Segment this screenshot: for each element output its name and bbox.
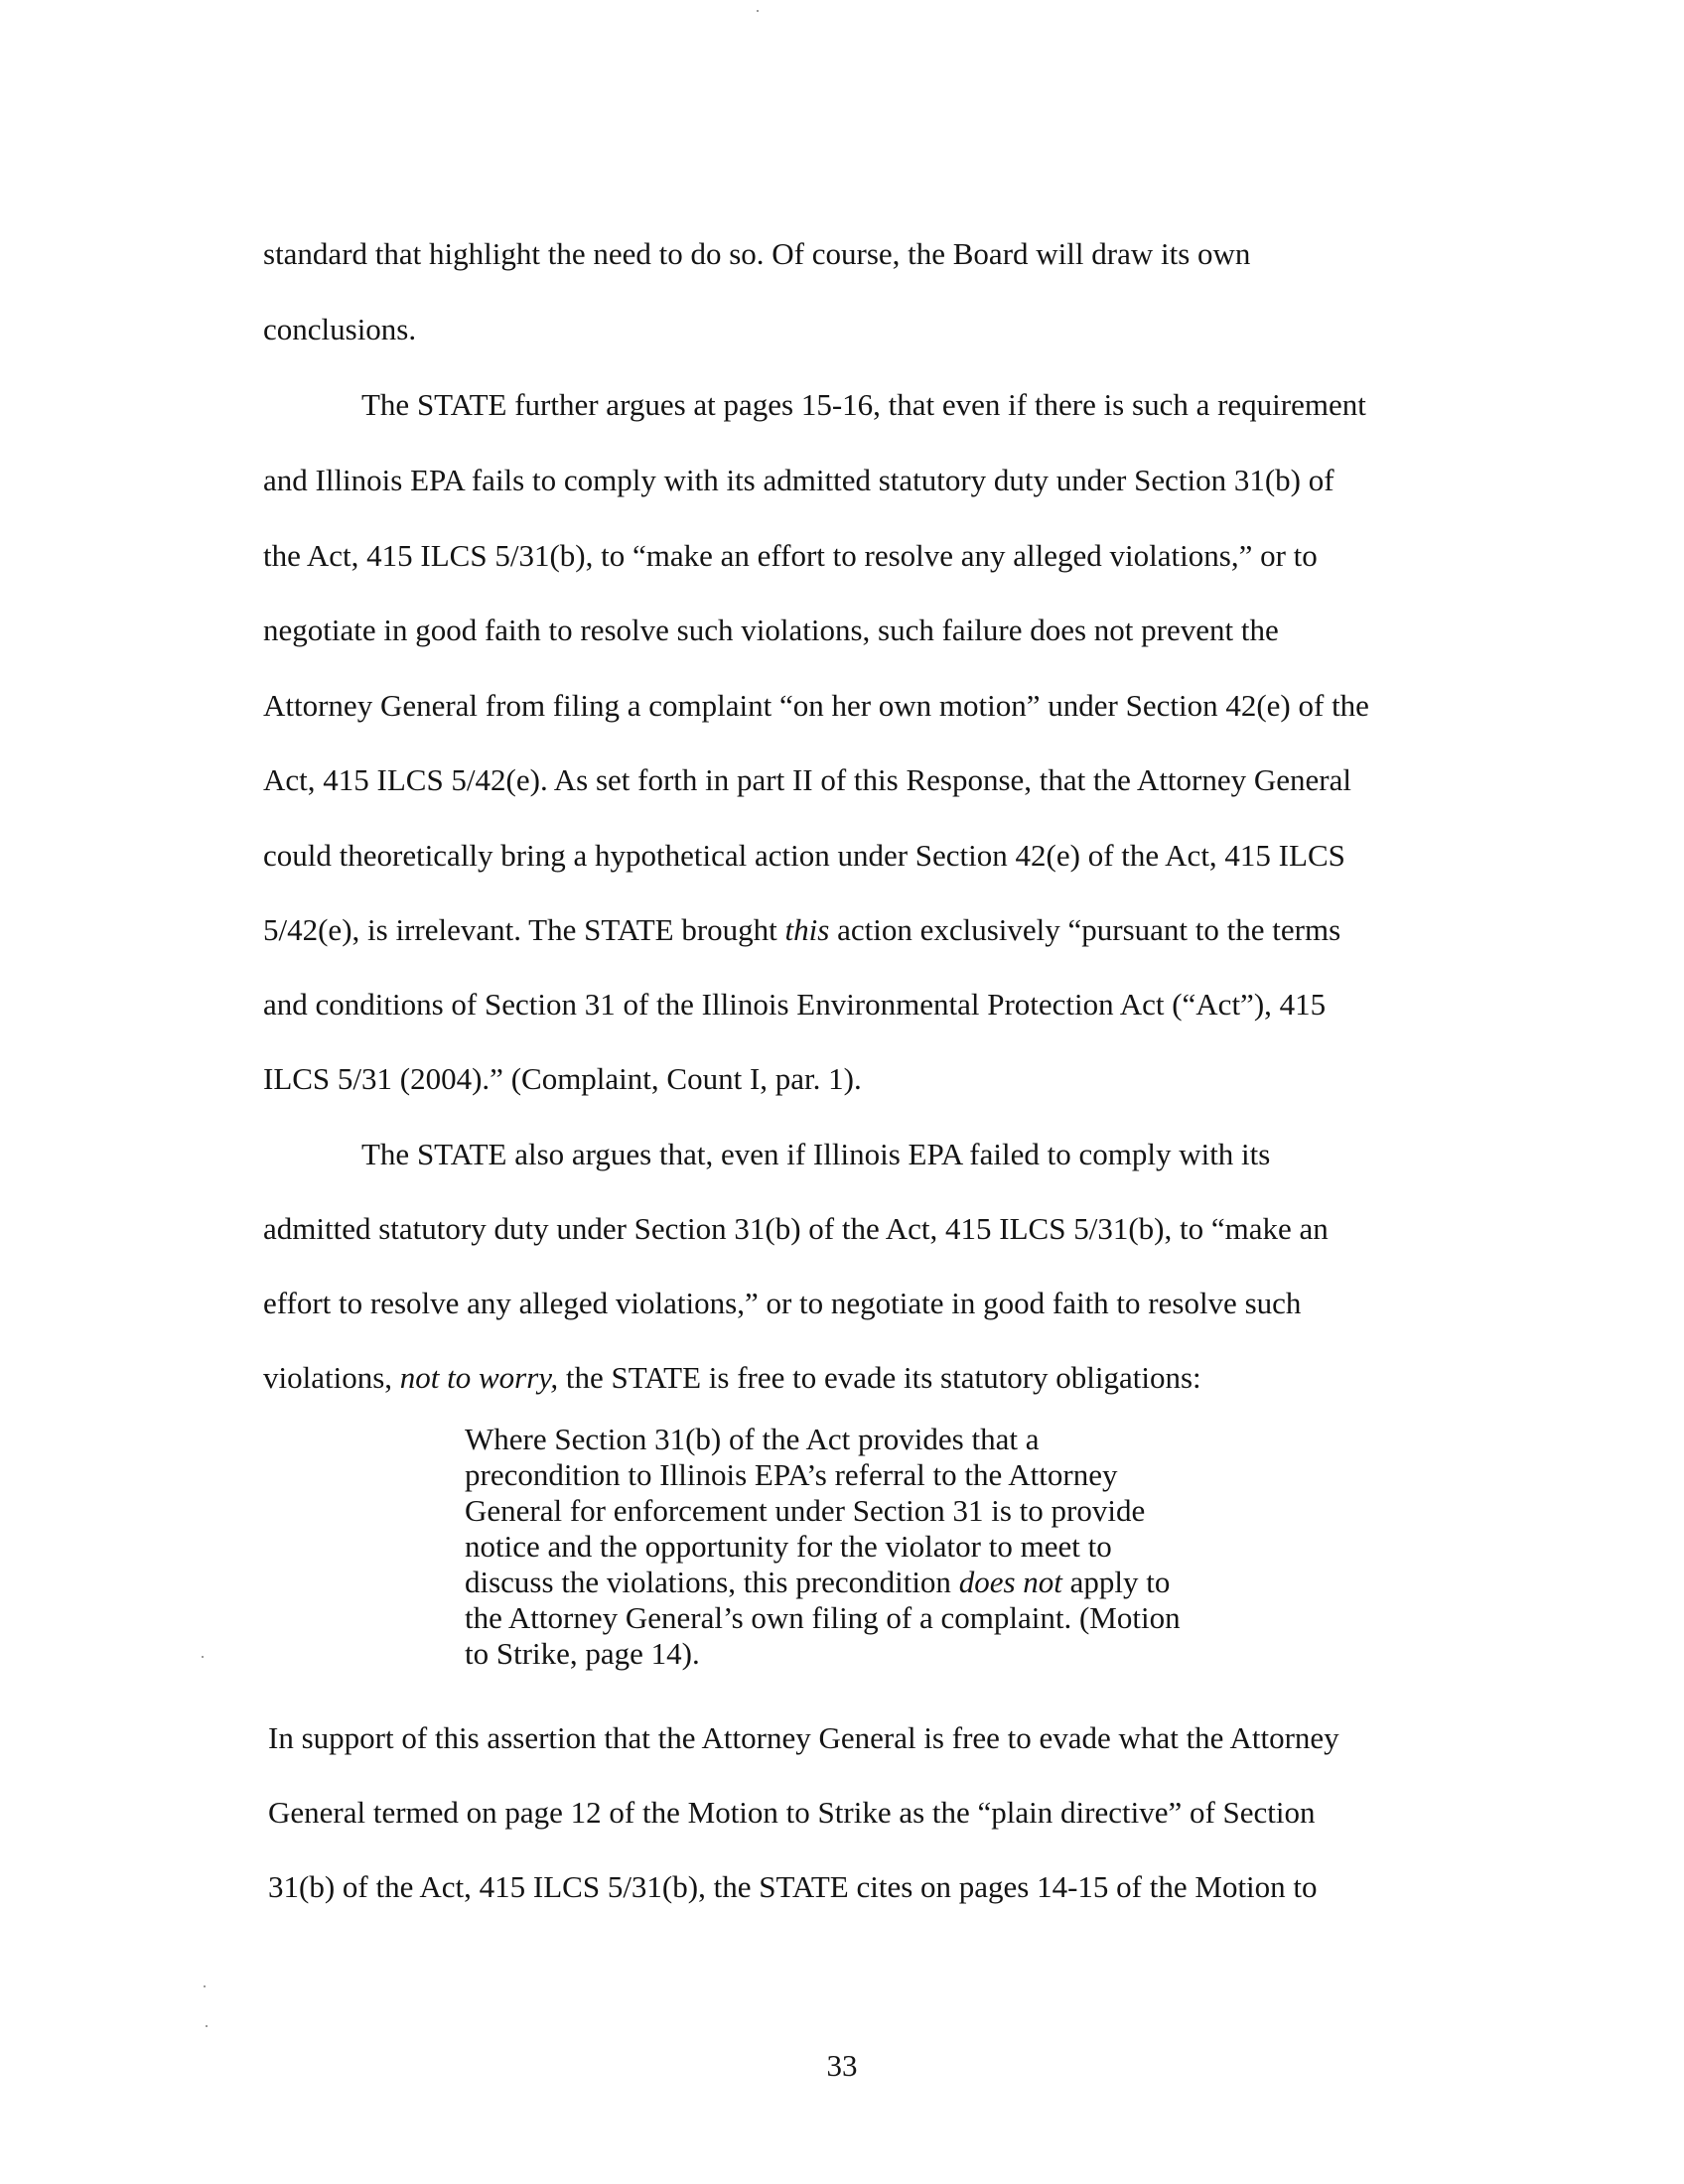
italic-emphasis: does not [958, 1565, 1062, 1599]
text-line: effort to resolve any alleged violations,” or to negotiate in good faith to resolve such [263, 1286, 1302, 1320]
text-line: General termed on page 12 of the Motion to Strike as the “plain directive” of Section [268, 1795, 1316, 1830]
text-segment: the STATE is free to evade its statutory obligations: [558, 1360, 1201, 1395]
text-line: The STATE further argues at pages 15-16, that even if there is such a requirement [361, 387, 1366, 422]
italic-emphasis: this [784, 912, 830, 947]
italic-emphasis: not to worry, [399, 1360, 559, 1395]
scan-speck [202, 1656, 204, 1658]
page-number: 33 [826, 2048, 858, 2083]
text-segment: violations, [263, 1360, 400, 1395]
text-line: conclusions. [263, 312, 417, 346]
quote-line: General for enforcement under Section 31 is to provide [465, 1493, 1146, 1528]
text-segment: apply to [1061, 1565, 1171, 1599]
text-line: Attorney General from filing a complaint “on her own motion” under Section 42(e) of the [263, 688, 1369, 723]
text-line [263, 912, 1340, 948]
text-segment: 5/42(e), is irrelevant. The STATE brought [263, 912, 785, 947]
text-segment: action exclusively “pursuant to the terms [829, 912, 1341, 947]
text-line: Act, 415 ILCS 5/42(e). As set forth in part II of this Response, that the Attorney General [263, 762, 1351, 797]
text-line: ILCS 5/31 (2004).” (Complaint, Count I, par. 1). [263, 1061, 862, 1096]
text-line: and Illinois EPA fails to comply with its admitted statutory duty under Section 31(b) of [263, 463, 1334, 497]
text-line: negotiate in good faith to resolve such violations, such failure does not prevent the [263, 613, 1279, 647]
text-line: In support of this assertion that the Attorney General is free to evade what the Attorney [268, 1720, 1339, 1755]
text-line [263, 1360, 1201, 1396]
text-line: The STATE also argues that, even if Illinois EPA failed to comply with its [361, 1137, 1271, 1171]
text-line: and conditions of Section 31 of the Illinois Environmental Protection Act (“Act”), 415 [263, 987, 1327, 1022]
scan-speck [206, 2025, 208, 2027]
scan-speck [757, 10, 759, 12]
text-line: could theoretically bring a hypothetical action under Section 42(e) of the Act, 415 ILCS [263, 838, 1345, 873]
quote-line: Where Section 31(b) of the Act provides that a [465, 1422, 1040, 1456]
text-line: the Act, 415 ILCS 5/31(b), to “make an effort to resolve any alleged violations,” or to [263, 538, 1318, 573]
text-line: standard that highlight the need to do so. Of course, the Board will draw its own [263, 236, 1251, 271]
scan-speck [204, 1985, 206, 1987]
text-segment: discuss the violations, this precondition [465, 1565, 959, 1599]
text-line: admitted statutory duty under Section 31(b) of the Act, 415 ILCS 5/31(b), to “make an [263, 1211, 1329, 1246]
quote-line [465, 1565, 1259, 1600]
text-line: 31(b) of the Act, 415 ILCS 5/31(b), the STATE cites on pages 14-15 of the Motion to [268, 1869, 1318, 1904]
quote-line: to Strike, page 14). [465, 1636, 700, 1671]
block-quote [465, 1422, 1259, 1672]
quote-line: notice and the opportunity for the violator to meet to [465, 1529, 1112, 1564]
quote-line: the Attorney General’s own filing of a complaint. (Motion [465, 1600, 1181, 1635]
quote-line: precondition to Illinois EPA’s referral to the Attorney [465, 1457, 1118, 1492]
